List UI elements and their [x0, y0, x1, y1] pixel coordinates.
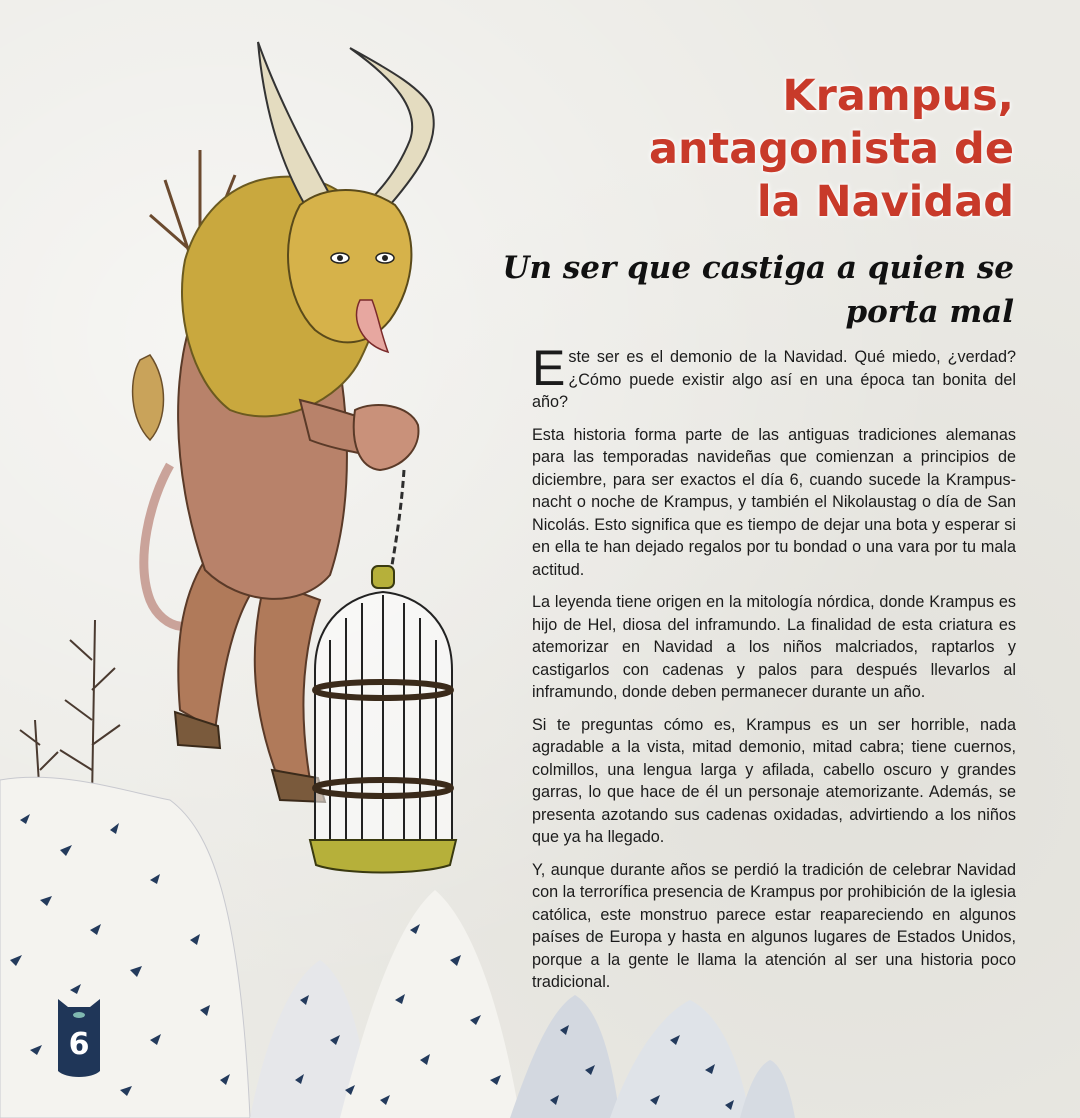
chain: [392, 470, 404, 565]
subtitle: [502, 246, 1014, 334]
paragraph-4: Si te preguntas cómo es, Krampus es un ser horrible, nada agradable a la vista, mitad demonio, mitad cabra; tiene cuernos, colmillos, una lengua larga y afilada, cabello oscuro y grandes garras, lo que hace de él un personaje atemorizante. Además, se presenta azotando sus cadenas oxidadas, advirtiendo a los niños que ya ha llegado.: [532, 715, 1016, 846]
paragraph-3: La leyenda tiene origen en la mitología nórdica, donde Krampus es hijo de Hel, diosa del inframundo. La finalidad de esta criatura es atemorizar en Navidad a los niños malcriados, raptarlos y castigarlos con cadenas y palos para después llevarlos al inframundo, donde deben permanecer durante un año.: [532, 593, 1016, 701]
paragraph-1-text: ste ser es el demonio de la Navidad. Qué miedo, ¿verdad? ¿Cómo puede existir algo así en una época tan bonita del año?: [532, 348, 1016, 411]
article-body: [532, 340, 1016, 1004]
page-number: 6: [68, 1027, 90, 1062]
face: [288, 190, 411, 342]
page-title: [649, 70, 1014, 229]
paragraph-1: [532, 340, 1016, 414]
title-line-2: antagonista de: [649, 124, 1014, 174]
drop-cap: E: [532, 340, 566, 396]
title-line-3: la Navidad: [756, 177, 1014, 227]
paragraph-5: Y, aunque durante años se perdió la tradición de celebrar Navidad con la terrorífica presencia de Krampus por prohibición de la iglesia católica, este monstruo parece estar reapareciendo en algunos países de Europa y hasta en algunos lugares de Estados Unidos, porque a la gente le llama la atención al ser una historia poco tradicional.: [532, 860, 1016, 991]
subtitle-line-1: Un ser que castiga a quien se: [502, 250, 1014, 286]
paragraph-2: Esta historia forma parte de las antiguas tradiciones alemanas para las temporadas navideñas que comienzan a principios de diciembre, para ser exactos el día 6, cuando sucede la Krampus-nacht o noche de Krampus, y también el Nikolaustag o día de San Nicolás. Esto significa que es tiempo de dejar una bota y esperar si en ella te han dejado regalos por tu bondad o una vara por tu mala actitud.: [532, 425, 1016, 579]
bare-tree-icon: [20, 620, 120, 800]
subtitle-line-2: porta mal: [845, 294, 1014, 330]
title-line-1: Krampus,: [782, 71, 1014, 121]
horn-right: [350, 48, 434, 205]
birdcage-icon: [310, 566, 456, 873]
